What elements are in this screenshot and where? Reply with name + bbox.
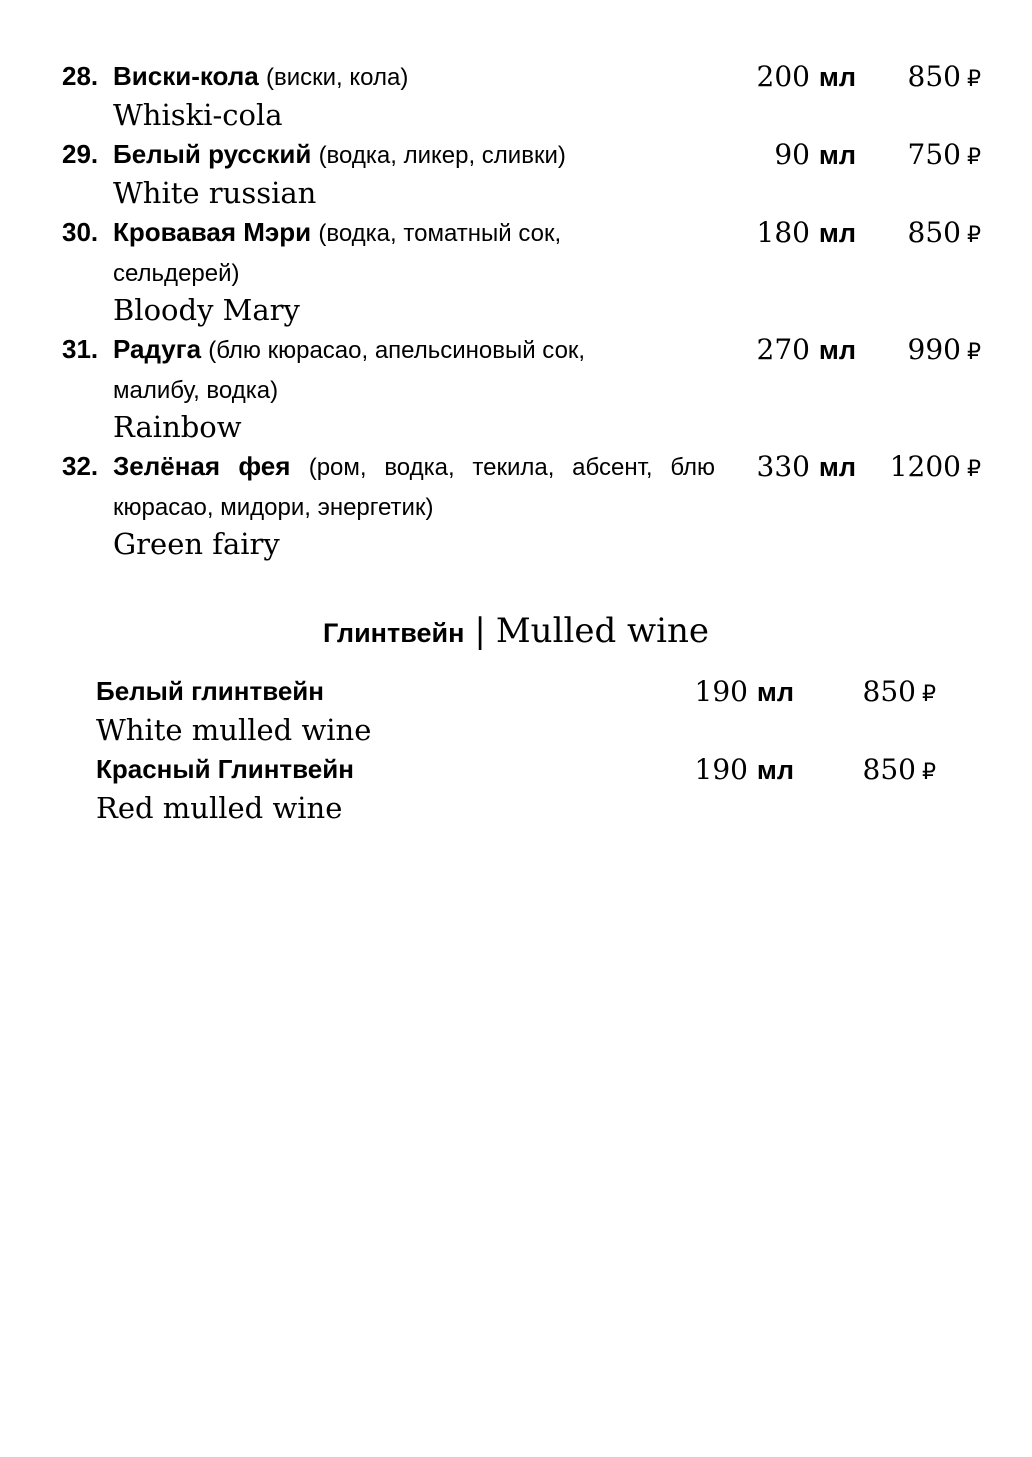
item-ingredients: (блю кюрасао, апельсиновый сок, малибу, водка) [113, 337, 586, 404]
item-name-ru [96, 672, 701, 711]
item-volume: 200 мл [756, 60, 856, 93]
item-number: 32. [62, 451, 99, 481]
item-volume: 190 мл [694, 753, 794, 786]
item-name: Радуга [113, 334, 202, 364]
item-name-en: Bloody Mary [113, 293, 300, 327]
item-price: 990 ₽ [907, 333, 981, 366]
item-price: 850 ₽ [907, 216, 981, 249]
item-name: Красный Глинтвейн [96, 754, 354, 784]
item-name-en: Rainbow [113, 410, 242, 444]
item-ingredients: (водка, томатный сок, сельдерей) [113, 220, 562, 287]
item-name-ru [113, 135, 718, 175]
item-number: 28. [62, 61, 99, 91]
item-volume: 180 мл [756, 216, 856, 249]
item-ingredients: (водка, ликер, сливки) [318, 142, 566, 169]
item-name: Белый глинтвейн [96, 676, 324, 706]
item-number: 29. [62, 139, 99, 169]
section-title-separator: | [474, 611, 486, 651]
item-price: 850 ₽ [862, 753, 936, 786]
item-price: 1200 ₽ [889, 450, 981, 483]
section-title-en: Mulled wine [495, 611, 710, 651]
item-name: Белый русский [113, 139, 312, 169]
ruble-icon: ₽ [967, 145, 981, 170]
item-price: 850 ₽ [907, 60, 981, 93]
item-number: 31. [62, 334, 99, 364]
ruble-icon: ₽ [967, 223, 981, 248]
ruble-icon: ₽ [922, 760, 936, 785]
item-name: Зелёная фея [113, 451, 291, 481]
section-title-mulled-wine [0, 608, 1032, 661]
item-name-ru [96, 750, 701, 789]
item-ingredients: (виски, кола) [266, 64, 409, 91]
item-volume: 190 мл [694, 675, 794, 708]
ruble-icon: ₽ [967, 457, 981, 482]
item-name-ru [113, 213, 613, 293]
ruble-icon: ₽ [922, 682, 936, 707]
item-name: Виски-кола [113, 61, 259, 91]
ruble-icon: ₽ [967, 67, 981, 92]
item-volume: 90 мл [774, 138, 856, 171]
item-name-en: White russian [113, 176, 317, 210]
item-ingredients: (ром, водка, текила, абсент, блю кюрасао, мидори, энергетик) [113, 454, 715, 521]
ruble-icon: ₽ [967, 340, 981, 365]
item-volume: 330 мл [756, 450, 856, 483]
item-name-ru [113, 330, 638, 410]
item-name: Кровавая Мэри [113, 217, 312, 247]
item-name-en: Green fairy [113, 527, 280, 561]
item-name-en: White mulled wine [96, 713, 372, 747]
item-name-ru [113, 57, 718, 97]
item-price: 750 ₽ [907, 138, 981, 171]
item-name-ru [113, 447, 715, 527]
item-price: 850 ₽ [862, 675, 936, 708]
item-volume: 270 мл [756, 333, 856, 366]
section-title-ru: Глинтвейн [322, 618, 465, 648]
item-name-en: Red mulled wine [96, 791, 343, 825]
item-name-en: Whiski-cola [113, 98, 283, 132]
item-number: 30. [62, 217, 99, 247]
